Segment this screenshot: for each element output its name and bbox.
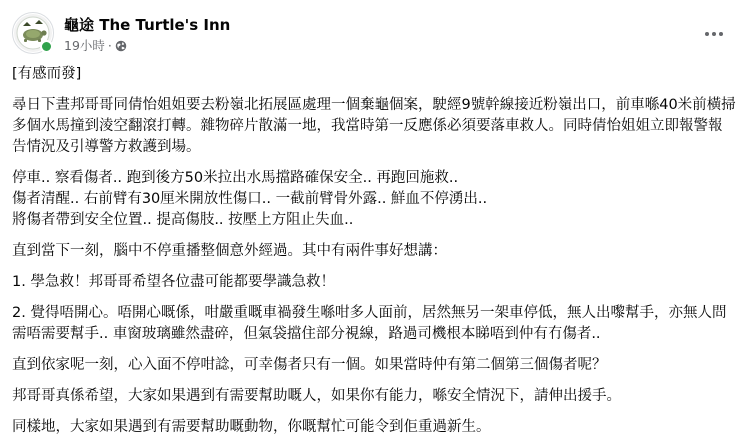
avatar[interactable]: [12, 12, 54, 54]
post-body: [12, 64, 736, 448]
post-line: 將傷者帶到安全位置.. 提高傷肢.. 按壓上方阻止失血..: [12, 212, 354, 228]
meta-separator: ·: [107, 37, 112, 53]
post-paragraph: 直到當下一刻，腦中不停重播整個意外經過。其中有兩件事好想講：: [12, 243, 447, 259]
post-line: 傷者清醒.. 右前臂有30厘米開放性傷口.. 一截前臂骨外露.. 鮮血不停湧出..: [12, 191, 488, 207]
post-paragraph: 1. 學急救！邦哥哥希望各位盡可能都要學識急救！: [12, 274, 335, 290]
post-paragraph: 2. 覺得唔開心。唔開心嘅係，咁嚴重嘅車禍發生喺咁多人面前，居然無另一架車停低，無人出嚟幫手，亦無人問需唔需要幫手.. 車窗玻璃雖然盡碎，但氣袋擋住部分視線，路過司機根本睇唔到仲有冇傷者..: [12, 305, 727, 342]
post-paragraph: 直到依家呢一刻，心入面不停咁諗，可幸傷者只有一個。如果當時仲有第二個第三個傷者呢？: [12, 357, 607, 373]
more-options-icon: [719, 32, 723, 36]
post-paragraph-steps: [12, 168, 736, 231]
post-meta: [64, 36, 127, 54]
post-tag: [有感而發]: [12, 66, 82, 82]
globe-icon[interactable]: [115, 40, 127, 52]
post-header: [12, 12, 734, 56]
post-paragraph: 同樣地，大家如果遇到有需要幫助嘅動物，你嘅幫忙可能令到佢重過新生。: [12, 419, 491, 435]
post-timestamp[interactable]: 19小時: [64, 38, 105, 53]
more-options-icon: [705, 32, 709, 36]
more-options-button[interactable]: [696, 22, 732, 46]
more-options-icon: [712, 32, 716, 36]
post-paragraph: 邦哥哥真係希望，大家如果遇到有需要幫助嘅人，如果你有能力，喺安全情況下，請伸出援手。: [12, 388, 621, 404]
post-line: 停車.. 察看傷者.. 跑到後方50米拉出水馬擋路確保安全.. 再跑回施救..: [12, 170, 459, 186]
post-author[interactable]: 龜途 The Turtle's Inn: [64, 16, 231, 34]
post-paragraph: 尋日下晝邦哥哥同倩怡姐姐要去粉嶺北拓展區處理一個棄龜個案，駛經9號幹線接近粉嶺出口，前車喺40米前橫掃多個水馬撞到淩空翻滾打轉。雜物碎片散滿一地，我當時第一反應係必須要落車救人。同時倩怡姐姐立即報警報告情況及引導警方救護到場。: [12, 97, 736, 155]
online-status-dot: [40, 40, 53, 53]
